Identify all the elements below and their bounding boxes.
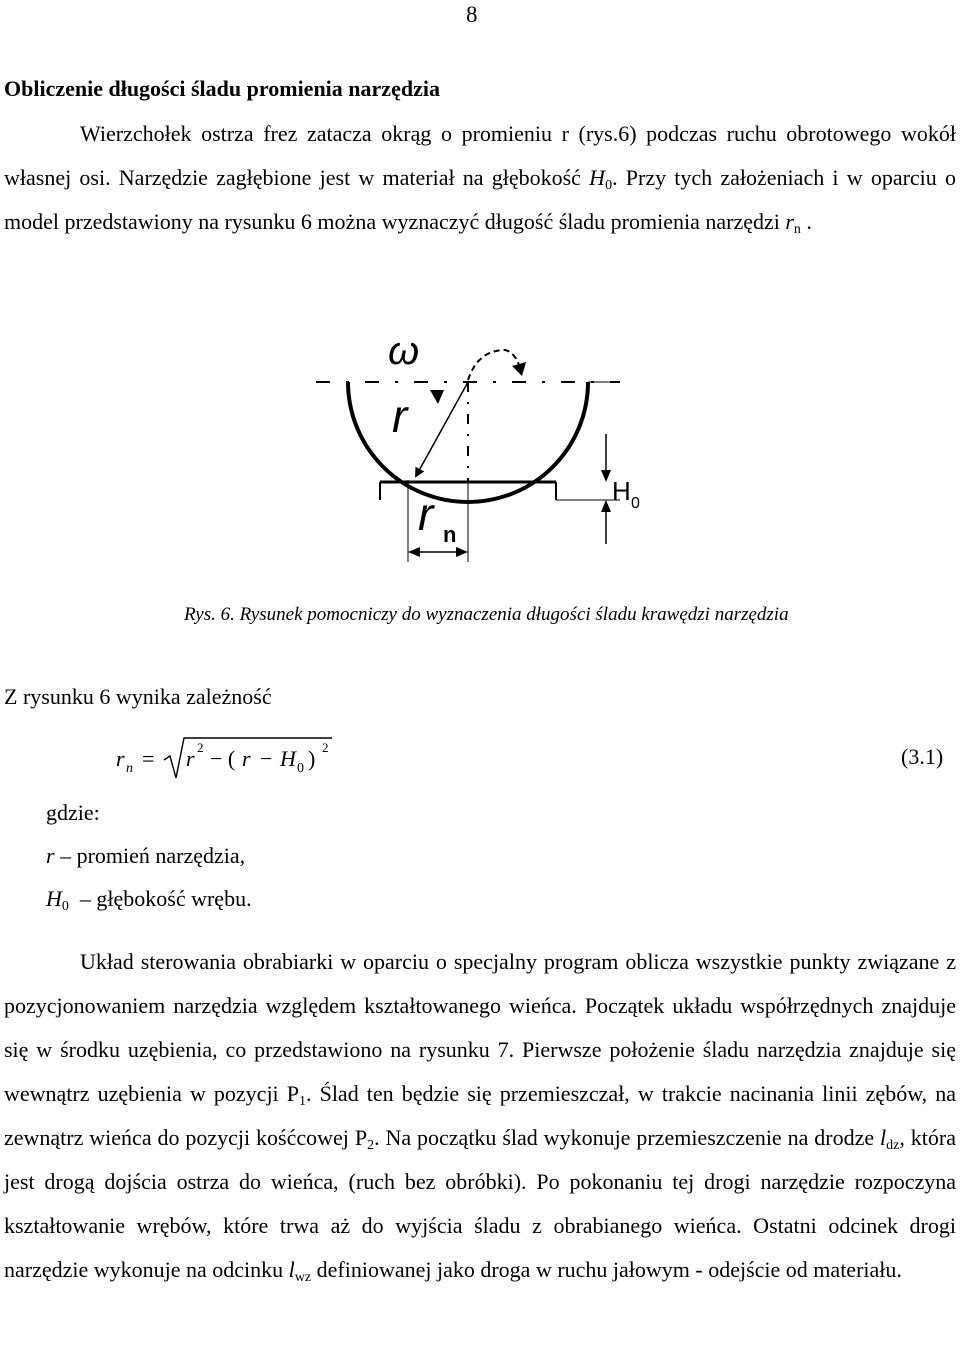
h0-symbol: H xyxy=(589,165,606,190)
formula-equals: = xyxy=(142,746,155,771)
formula-H-sub: 0 xyxy=(297,761,304,776)
definition-r xyxy=(46,843,245,869)
rn-label-subscript: n xyxy=(443,522,457,547)
intro-text-3: . xyxy=(800,209,812,234)
h0-label-subscript: 0 xyxy=(631,495,640,512)
tool-radius-figure xyxy=(300,330,660,570)
intro-text-1: Wierzchołek ostrza frez zatacza okrąg o promieniu r (rys.6) podczas ruchu obrotowego wokół własnej osi. Narzędzie zagłębione jest w materiał na głębokość xyxy=(4,121,956,190)
formula-lhs-sub: n xyxy=(126,761,133,776)
body-text-4: , która jest drogą dojścia ostrza do wieńca, (ruch bez obróbki). Po pokonaniu tej drogi narzędzie rozpoczyna kształtowanie wrębów, które trwa aż do wyjścia śladu z obrabianego wieńca. Ostatni odcinek drogi narzędzie wykonuje na odcinku xyxy=(4,1125,956,1282)
def-h-sub: 0 xyxy=(61,899,69,914)
intro-paragraph xyxy=(4,112,956,244)
rn-arrow-right xyxy=(456,547,468,557)
rn-subscript: n xyxy=(793,222,801,237)
page-number: 8 xyxy=(466,2,478,27)
lwz-subscript: wz xyxy=(294,1270,312,1285)
where-label: gdzie: xyxy=(46,800,100,825)
rn-arrow-left xyxy=(408,547,420,557)
body-text-1: Układ sterowania obrabiarki w oparciu o specjalny program oblicza wszystkie punkty związane z pozycjonowaniem narzędzia względem kształtowanego wieńca. Początek układu współrzędnych znajduje się w środku uzębienia, co przedstawiono na rysunku 7. Pierwsze położenie śladu narzędzia znajduje się wewnątrz uzębienia w pozycji P xyxy=(4,949,956,1106)
section-heading: Obliczenie długości śladu promienia narzędzia xyxy=(4,76,440,101)
rotation-arrow xyxy=(468,350,520,380)
ldz-symbol: l xyxy=(880,1125,887,1150)
body-paragraph xyxy=(4,940,956,1292)
equation-number: (3.1) xyxy=(901,744,944,769)
formula-minus: − xyxy=(260,746,273,771)
body-text-5: definiowanej jako droga w ruchu jałowym - odejście od materiału. xyxy=(311,1257,902,1282)
p1-subscript: 1 xyxy=(299,1094,306,1109)
h0-arrow-down xyxy=(601,470,611,482)
h0-arrow-up xyxy=(601,500,611,512)
formula-r: r xyxy=(186,746,195,771)
formula-minus-paren: − ( xyxy=(210,746,236,771)
formula-sq2: 2 xyxy=(322,740,329,755)
lwz-symbol: l xyxy=(288,1257,295,1282)
body-text-3: . Na początku ślad wykonuje przemieszczenie na drodze xyxy=(374,1125,881,1150)
def-r-symbol: r xyxy=(46,843,55,868)
def-h-symbol: H xyxy=(46,886,62,911)
formula-H: H xyxy=(280,746,296,771)
radius-line xyxy=(416,382,468,476)
definition-h0 xyxy=(46,886,252,912)
body-text-2: . Ślad ten będzie się przemieszczał, w trakcie nacinania linii zębów, na zewnątrz wieńca do pozycji kośćcowej P xyxy=(4,1081,956,1150)
rn-symbol: r xyxy=(785,209,794,234)
formula-r2: r xyxy=(242,746,251,771)
ldz-subscript: dz xyxy=(886,1138,900,1153)
figure-caption: Rys. 6. Rysunek pomocniczy do wyznaczenia długości śladu krawędzi narzędzia xyxy=(184,604,789,625)
radius-label: r xyxy=(392,390,408,442)
formula-rn xyxy=(100,730,350,790)
formula-lhs: r xyxy=(116,746,125,771)
formula-sq1: 2 xyxy=(197,740,204,755)
def-r-text: – promień narzędzia, xyxy=(60,843,246,868)
omega-label: ω xyxy=(388,330,420,373)
rotation-arrow-head xyxy=(512,362,526,376)
formula-close: ) xyxy=(308,746,316,771)
intro-text-2: . Przy tych założeniach i w oparciu o model przedstawiony na rysunku 6 można wyznaczyć długość śladu promienia narzędzi xyxy=(4,165,957,234)
h0-label: H xyxy=(612,476,631,506)
p2-subscript: 2 xyxy=(367,1138,375,1153)
radius-arrow-head-top xyxy=(430,390,444,404)
def-h-text: – głębokość wrębu. xyxy=(79,886,252,911)
rn-label: r xyxy=(418,488,434,540)
h0-subscript: 0 xyxy=(605,178,613,193)
lead-in-text: Z rysunku 6 wynika zależność xyxy=(4,684,272,709)
